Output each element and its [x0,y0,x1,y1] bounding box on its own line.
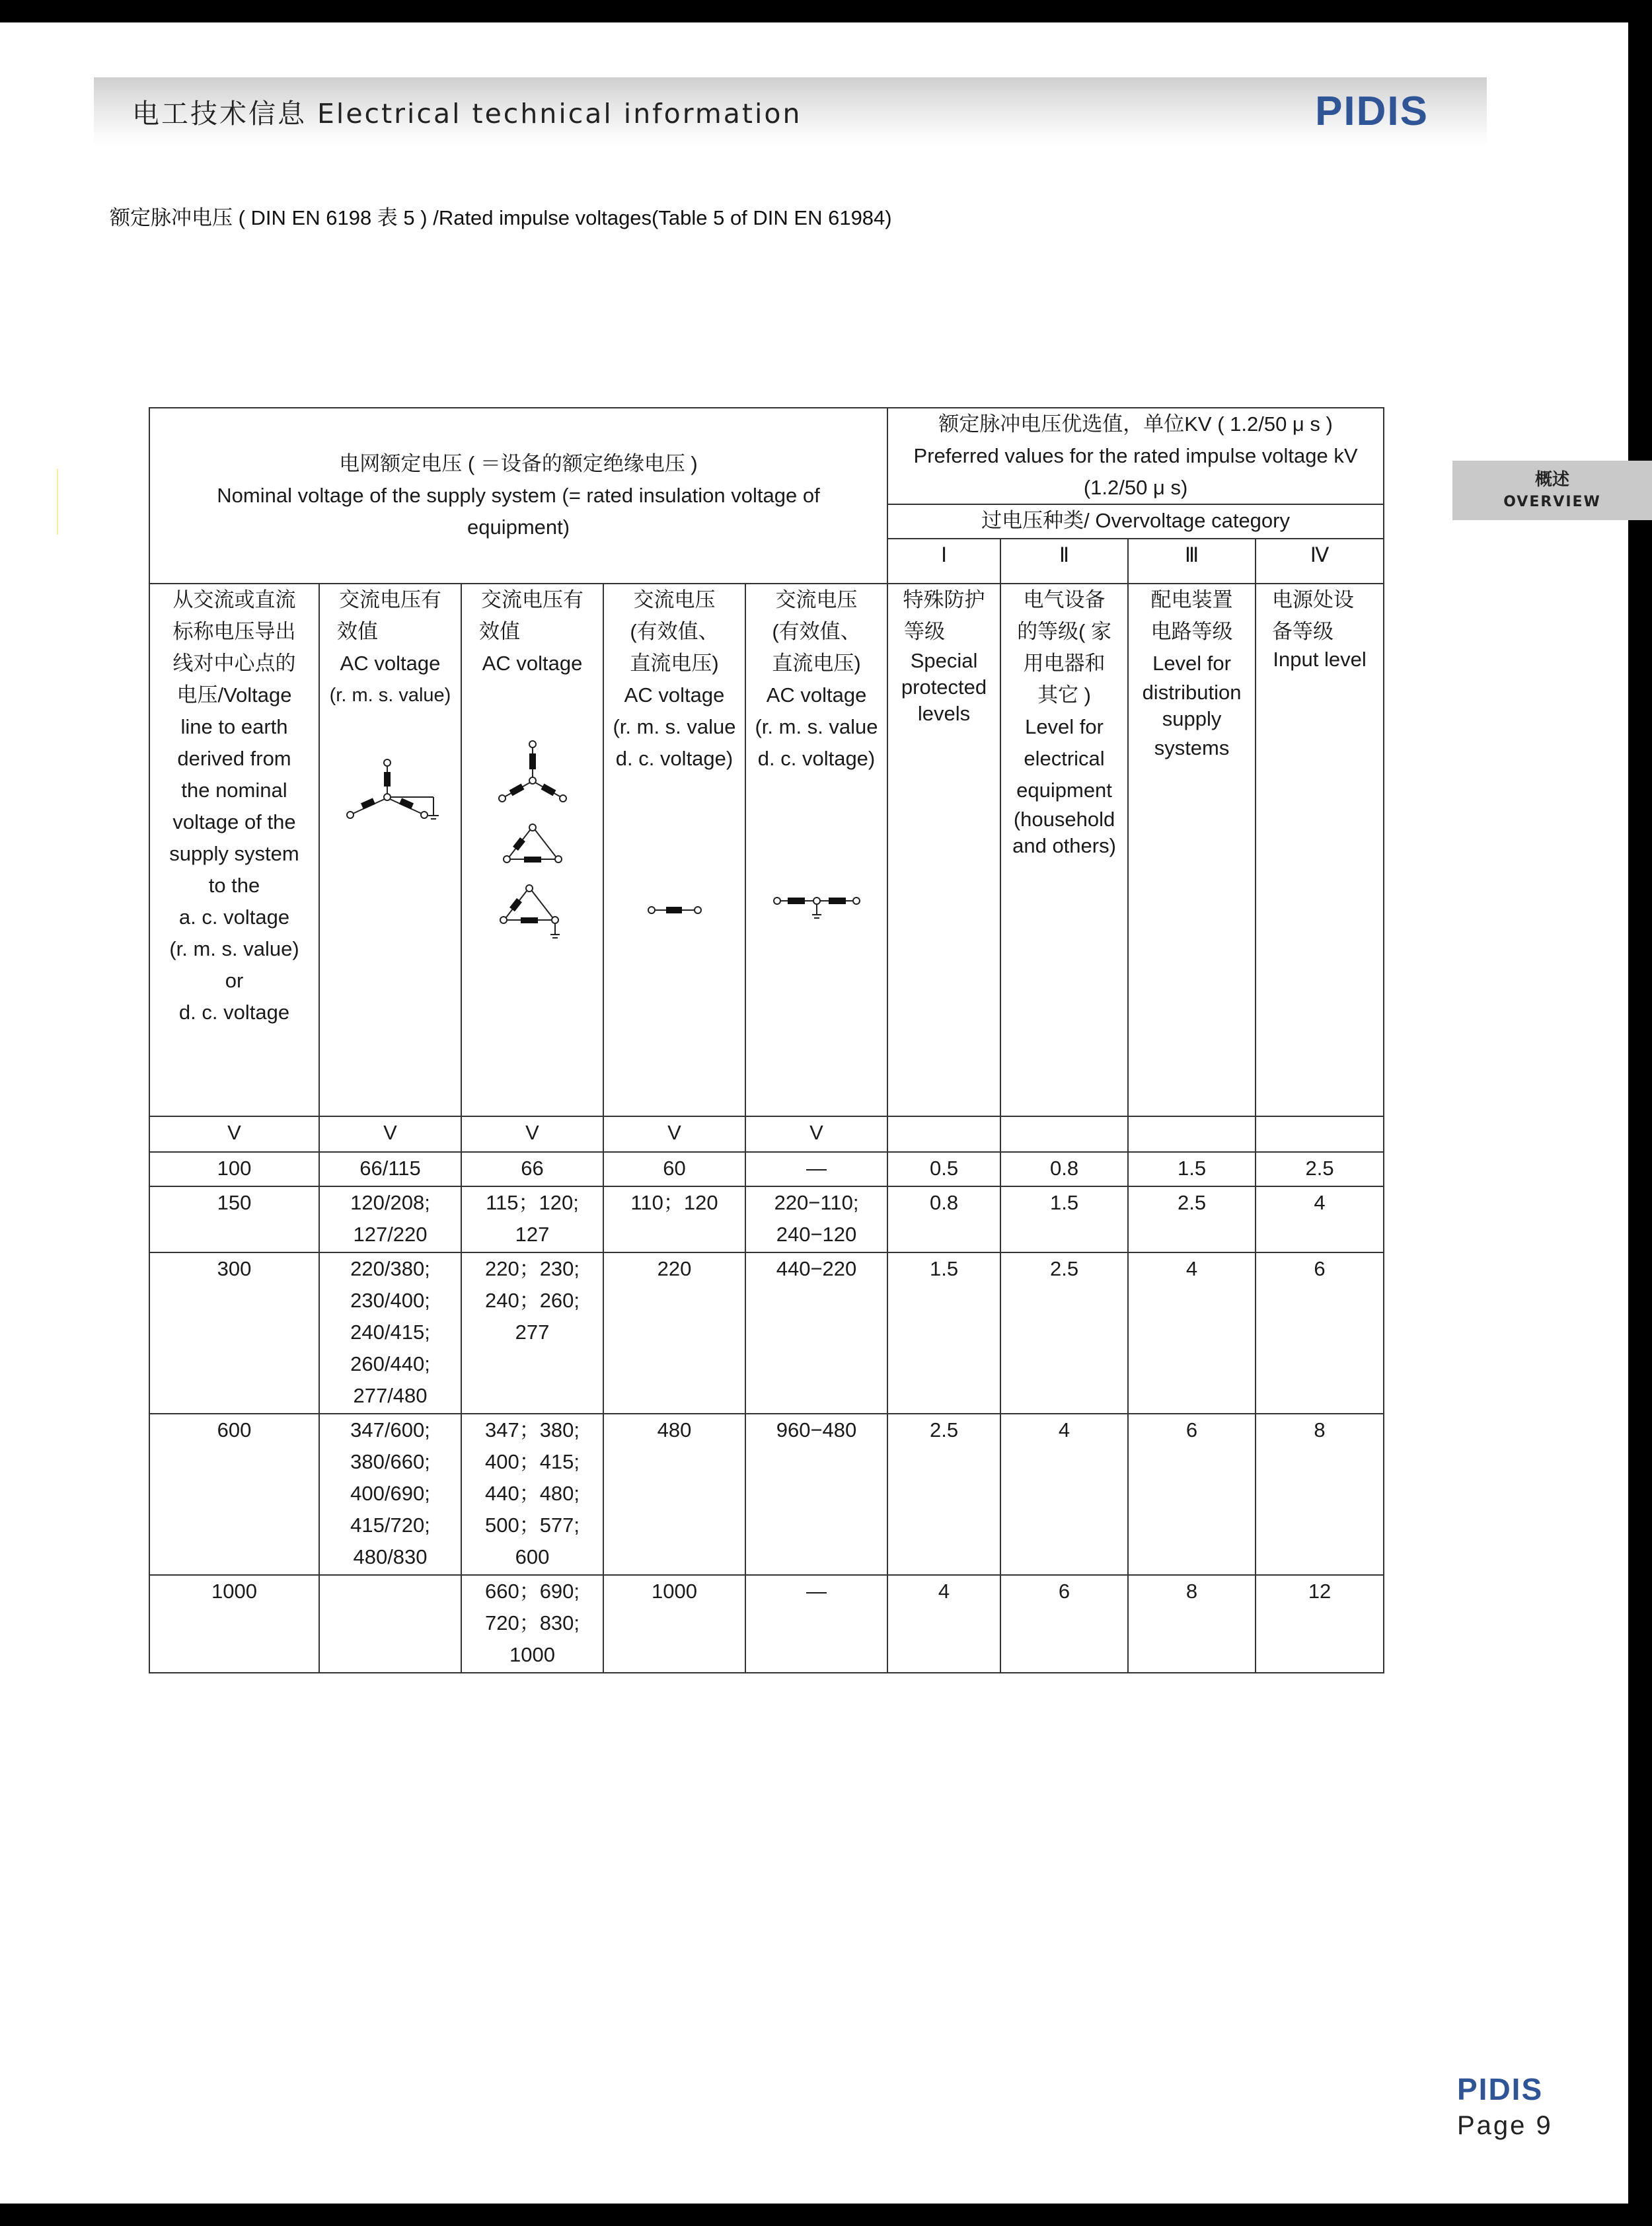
col-desc-ac-dc-single [603,584,745,1116]
cell-line: 600 [217,1418,252,1441]
desc-line: voltage of the [172,810,296,833]
desc-line: d. c. voltage [178,1001,290,1024]
cell-line: 4 [1185,1257,1198,1280]
data-rows [149,1152,1384,1673]
cell-line: 66/115 [359,1157,421,1180]
col-desc-distribution [1128,584,1256,1116]
cell-line: 415/720; [350,1514,430,1537]
table-cell [1128,1152,1256,1186]
preferred-header-en: Preferred values for the rated impulse voltage kV (1.2/50 μ s) [913,444,1358,499]
unit-cell [887,1116,1000,1152]
table-cell [887,1575,1000,1673]
category-1: Ⅰ [887,539,1000,584]
table-cell [319,1575,461,1673]
cell-line: 0.5 [929,1157,959,1180]
desc-line: 特殊防护 [903,588,985,611]
desc-line: d. c. voltage) [615,747,733,770]
table-cell [1000,1414,1128,1575]
desc-line: equipment [1016,779,1112,802]
nominal-voltage-header [149,408,887,584]
unit-cell: V [745,1116,887,1152]
cell-line: 0.8 [1049,1157,1079,1180]
desc-line: 电压/Voltage [176,683,292,707]
table-cell [603,1575,745,1673]
table-cell [1128,1414,1256,1575]
cell-line: 127 [515,1223,550,1246]
table-cell [149,1575,319,1673]
table-cell [1128,1252,1256,1414]
cell-line: 600 [515,1545,550,1568]
col-desc-ac-dc-midpoint [745,584,887,1116]
table-cell [745,1152,887,1186]
cell-line: 1000 [211,1580,257,1603]
desc-line: derived from [177,747,291,770]
table-caption: 额定脉冲电压 ( DIN EN 6198 表 5 ) /Rated impulse voltages(Table 5 of DIN EN 61984) [110,206,892,229]
cell-line: 220−110; [774,1191,859,1214]
desc-line: systems [1154,736,1230,759]
table-cell [745,1186,887,1252]
table-cell [1256,1152,1384,1186]
desc-line: 效值 [479,620,520,643]
cell-line: 2.5 [1305,1157,1334,1180]
table-row [149,1152,1384,1186]
table-cell [1128,1575,1256,1673]
desc-line: d. c. voltage) [757,747,876,770]
brand-logo: PIDIS [1315,89,1429,134]
table-cell [887,1252,1000,1414]
col-desc-special-protected [887,584,1000,1116]
desc-line: Input level [1273,648,1367,671]
desc-line: AC voltage [340,652,441,675]
desc-line: 直流电压) [772,652,861,675]
cell-line: 2.5 [929,1418,959,1441]
table-cell [887,1152,1000,1186]
cell-line: 4 [938,1580,950,1603]
table-cell [149,1414,319,1575]
midpoint-earthed-symbol-icon [770,891,863,924]
table-row [149,1575,1384,1673]
overvoltage-category-header: 过电压种类/ Overvoltage category [887,504,1384,539]
header-title: 电工技术信息 Electrical technical information [132,98,802,130]
table-cell [1000,1152,1128,1186]
table-cell [1256,1186,1384,1252]
table-cell [1000,1575,1128,1673]
table-cell [461,1414,603,1575]
table-cell [603,1414,745,1575]
desc-line: levels [917,702,971,725]
desc-line: AC voltage [482,652,583,675]
header-band [94,77,1487,147]
cell-line: 347；380; [484,1418,580,1441]
desc-line: a. c. voltage [178,905,290,929]
table-cell [887,1186,1000,1252]
star-symbol-icon [496,739,569,812]
col-desc-ac-rms-star-earthed [319,584,461,1116]
cell-line: 300 [217,1257,252,1280]
cell-line: 6 [1185,1418,1198,1441]
table-cell [745,1414,887,1575]
cell-line: 127/220 [353,1223,428,1246]
cell-line: 400/690; [350,1482,430,1505]
table-cell [461,1252,603,1414]
unit-cell [1256,1116,1384,1152]
cell-line: 220 [657,1257,692,1280]
col-desc-ac-rms-three-phase [461,584,603,1116]
delta-symbol-icon [496,822,569,868]
cell-line: 1.5 [1177,1157,1207,1180]
unit-cell: V [149,1116,319,1152]
category-3: Ⅲ [1128,539,1256,584]
unit-row [149,1116,1384,1152]
cell-line: 240/415; [350,1321,430,1344]
desc-line: (r. m. s. value) [169,937,299,960]
table-cell [603,1152,745,1186]
unit-cell [1000,1116,1128,1152]
desc-line: 交流电压有 [481,588,583,611]
cell-line: 4 [1314,1191,1326,1214]
cell-line: 1000 [652,1580,697,1603]
preferred-header-zh: 额定脉冲电压优选值，单位KV ( 1.2/50 μ s ) [938,412,1333,436]
cell-line: 1.5 [1049,1191,1079,1214]
table-cell [603,1252,745,1414]
desc-line: (household [1013,808,1115,831]
nominal-header-en: Nominal voltage of the supply system (= rated insulation voltage of equipment) [217,484,820,539]
desc-line: 交流电压 [633,588,716,611]
cell-line: 500；577; [484,1514,580,1537]
desc-line: 用电器和 [1023,652,1106,675]
desc-line: 的等级( 家 [1017,620,1111,643]
table-cell [319,1186,461,1252]
cell-line: 8 [1314,1418,1326,1441]
desc-line: (有效值、 [772,620,861,643]
table-cell [461,1575,603,1673]
desc-line: 等级 [904,620,946,643]
cell-line: 100 [217,1157,252,1180]
desc-line: 效值 [337,620,378,643]
cell-line: 220/380; [350,1257,430,1280]
margin-mark [57,469,58,535]
table-cell [319,1252,461,1414]
col-desc-line-to-earth [149,584,319,1116]
table-cell [149,1186,319,1252]
cell-line: 2.5 [1177,1191,1207,1214]
desc-line: 线对中心点的 [172,652,296,675]
cell-line: 277 [515,1321,550,1344]
desc-line: or [225,969,244,992]
desc-line: distribution [1142,681,1242,704]
cell-line: 960−480 [776,1418,857,1441]
desc-line: (r. m. s. value) [329,685,451,706]
desc-line: electrical [1024,747,1105,770]
col-desc-input-level [1256,584,1384,1116]
footer-brand: PIDIS [1457,2072,1544,2106]
overview-tab-zh: 概述 [1534,470,1569,490]
cell-line: 66 [521,1157,544,1180]
col-desc-electrical-equipment [1000,584,1128,1116]
table-cell [461,1152,603,1186]
desc-line: Level for [1152,652,1231,675]
page-sheet [0,22,1628,2204]
cell-line: 480 [657,1418,692,1441]
table-cell [319,1414,461,1575]
table-cell [745,1252,887,1414]
delta-earthed-symbol-icon [496,883,569,942]
desc-line: the nominal [181,779,287,802]
cell-line: 110；120 [630,1191,718,1214]
table-cell [745,1575,887,1673]
cell-line: 120/208; [350,1191,430,1214]
table-cell [1000,1252,1128,1414]
cell-line: — [806,1580,827,1603]
overview-tab[interactable] [1452,461,1652,520]
desc-line: and others) [1012,834,1116,857]
desc-line: 从交流或直流 [172,588,296,611]
cell-line: 1.5 [929,1257,959,1280]
cell-line: 240−120 [776,1223,857,1246]
desc-line: supply [1162,707,1222,730]
cell-line: 6 [1314,1257,1326,1280]
impulse-voltage-table [149,407,1384,1673]
desc-line: protected [901,675,987,699]
unit-cell: V [461,1116,603,1152]
desc-line: 直流电压) [630,652,719,675]
desc-line: 电源处设 [1272,588,1355,611]
desc-line: (r. m. s. value [755,715,878,738]
table-row [149,1186,1384,1252]
table-cell [149,1152,319,1186]
table-cell [1256,1575,1384,1673]
cell-line: 0.8 [929,1191,959,1214]
cell-line: — [806,1157,827,1180]
desc-line: 备等级 [1272,620,1334,643]
cell-line: 480/830 [353,1545,428,1568]
unit-cell [1128,1116,1256,1152]
desc-line: (r. m. s. value [613,715,736,738]
category-2: Ⅱ [1000,539,1128,584]
cell-line: 4 [1058,1418,1070,1441]
cell-line: 440−220 [776,1257,857,1280]
table-cell [461,1186,603,1252]
table-row [149,1252,1384,1414]
desc-line: Level for [1025,715,1104,738]
desc-line: 其它 ) [1037,683,1091,707]
star-earthed-symbol-icon [334,757,447,830]
desc-line: to the [208,874,260,897]
cell-line: 6 [1058,1580,1070,1603]
cell-line: 660；690; [484,1580,580,1603]
table-cell [887,1414,1000,1575]
cell-line: 60 [663,1157,686,1180]
table-cell [149,1252,319,1414]
cell-line: 150 [217,1191,252,1214]
cell-line: 400；415; [484,1450,580,1473]
desc-line: AC voltage [766,683,867,707]
unit-cell: V [603,1116,745,1152]
table-cell [1000,1186,1128,1252]
page-number: Page 9 [1457,2111,1553,2140]
preferred-values-header [887,408,1384,504]
desc-line: Special [910,649,978,672]
desc-line: 电气设备 [1023,588,1106,611]
desc-line: line to earth [180,715,288,738]
cell-line: 1000 [509,1643,555,1666]
overview-tab-en: OVERVIEW [1503,494,1601,510]
cell-line: 220；230; [484,1257,580,1280]
cell-line: 8 [1185,1580,1198,1603]
desc-line: 电路等级 [1150,620,1233,643]
desc-line: 标称电压导出 [172,620,296,643]
cell-line: 347/600; [350,1418,430,1441]
cell-line: 440；480; [484,1482,580,1505]
category-4: Ⅳ [1256,539,1384,584]
unit-cell: V [319,1116,461,1152]
cell-line: 260/440; [350,1352,430,1375]
cell-line: 12 [1308,1580,1332,1603]
desc-line: 配电装置 [1150,588,1233,611]
desc-line: (有效值、 [630,620,719,643]
cell-line: 115；120; [486,1191,579,1214]
desc-line: supply system [169,842,299,865]
nominal-header-zh: 电网额定电压 ( ＝设备的额定绝缘电压 ) [339,452,698,475]
desc-line: 交流电压有 [339,588,441,611]
desc-line: 交流电压 [775,588,858,611]
column-description-row [149,584,1384,1116]
table-row [149,1414,1384,1575]
cell-line: 277/480 [353,1384,428,1407]
cell-line: 380/660; [350,1450,430,1473]
cell-line: 2.5 [1049,1257,1079,1280]
cell-line: 720；830; [484,1611,580,1634]
table-cell [603,1186,745,1252]
single-phase-symbol-icon [645,900,704,920]
table-cell [1128,1186,1256,1252]
table-cell [319,1152,461,1186]
table-cell [1256,1252,1384,1414]
cell-line: 230/400; [350,1289,430,1312]
table-cell [1256,1414,1384,1575]
cell-line: 240；260; [484,1289,580,1312]
desc-line: AC voltage [624,683,725,707]
